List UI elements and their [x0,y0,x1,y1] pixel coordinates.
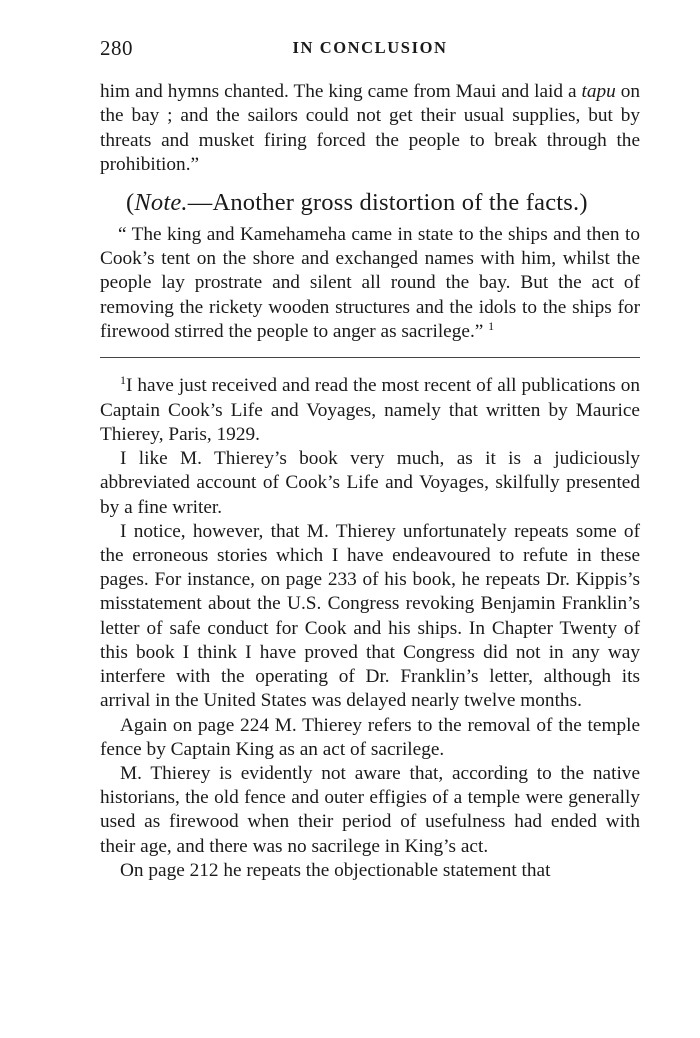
footnote-paragraph: I notice, however, that M. Thierey unfortunately repeats some of the erroneous stories which I have endeavoured to refute in these pages. For instance, on page 233 of his book, he repeats Dr. Kippis’s misstatement about the U.S. Congress revoking Benjamin Franklin’s letter of safe conduct for Cook and his ships. In Chapter Twenty of this book I think I have proved that Congress did not in any way interfere with the operating of Dr. Franklin’s letter, although its arrival in the United States was delayed nearly twelve months. [100,520,640,712]
quote-text: “ The king and Kamehameha came in state to the ships and then to Cook’s tent on the shore and exchanged names with him, whilst the people lay prostrate and silent all round the bay. But the act of removing the rickety wooden structures and the idols to the ships for firewood stirred the people to anger as sacrilege.” [100,223,640,343]
running-title: IN CONCLUSION [292,38,448,57]
paragraph-text: him and hymns chanted. The king came from Maui and laid a [100,81,582,102]
footnote-reference: 1 [488,319,495,334]
main-text [100,80,640,346]
paragraph-continued [100,80,640,178]
footnote-number: 1 [120,372,126,387]
running-head [100,34,640,64]
footnote-paragraph [100,374,640,448]
note-label: Note. [134,188,188,216]
footnote-divider [100,357,640,358]
footnotes [100,374,640,883]
tapu-word: tapu [581,81,616,102]
footnote-text: I have just received and read the most recent of all publications on Captain Cook’s Life and Voyages, namely that written by Maurice Thierey, Paris, 1929. [100,374,640,446]
note-paren: ( [126,188,135,216]
footnote-paragraph: Again on page 224 M. Thierey refers to the removal of the temple fence by Captain King as an act of sacrilege. [100,714,640,760]
page-number: 280 [100,36,133,60]
book-page [100,34,640,883]
editorial-note [100,187,640,219]
note-text: —Another gross distortion of the facts.) [187,188,588,216]
footnote-paragraph: On page 212 he repeats the objectionable statement that [120,859,551,881]
quoted-paragraph [100,223,640,346]
footnote-paragraph: I like M. Thierey’s book very much, as it is a judiciously abbreviated account of Cook’s Life and Voyages, skilfully presented by a fine writer. [100,448,640,518]
footnote-paragraph: M. Thierey is evidently not aware that, according to the native historians, the old fence and outer effigies of a temple were generally used as firewood when their period of usefulness had ended with their age, and there was no sacrilege in King’s act. [100,762,640,857]
paragraph-text: on the bay ; and the sailors could not get their usual supplies, but by threats and musket firing forced the people to break through the prohibition.” [100,81,640,176]
